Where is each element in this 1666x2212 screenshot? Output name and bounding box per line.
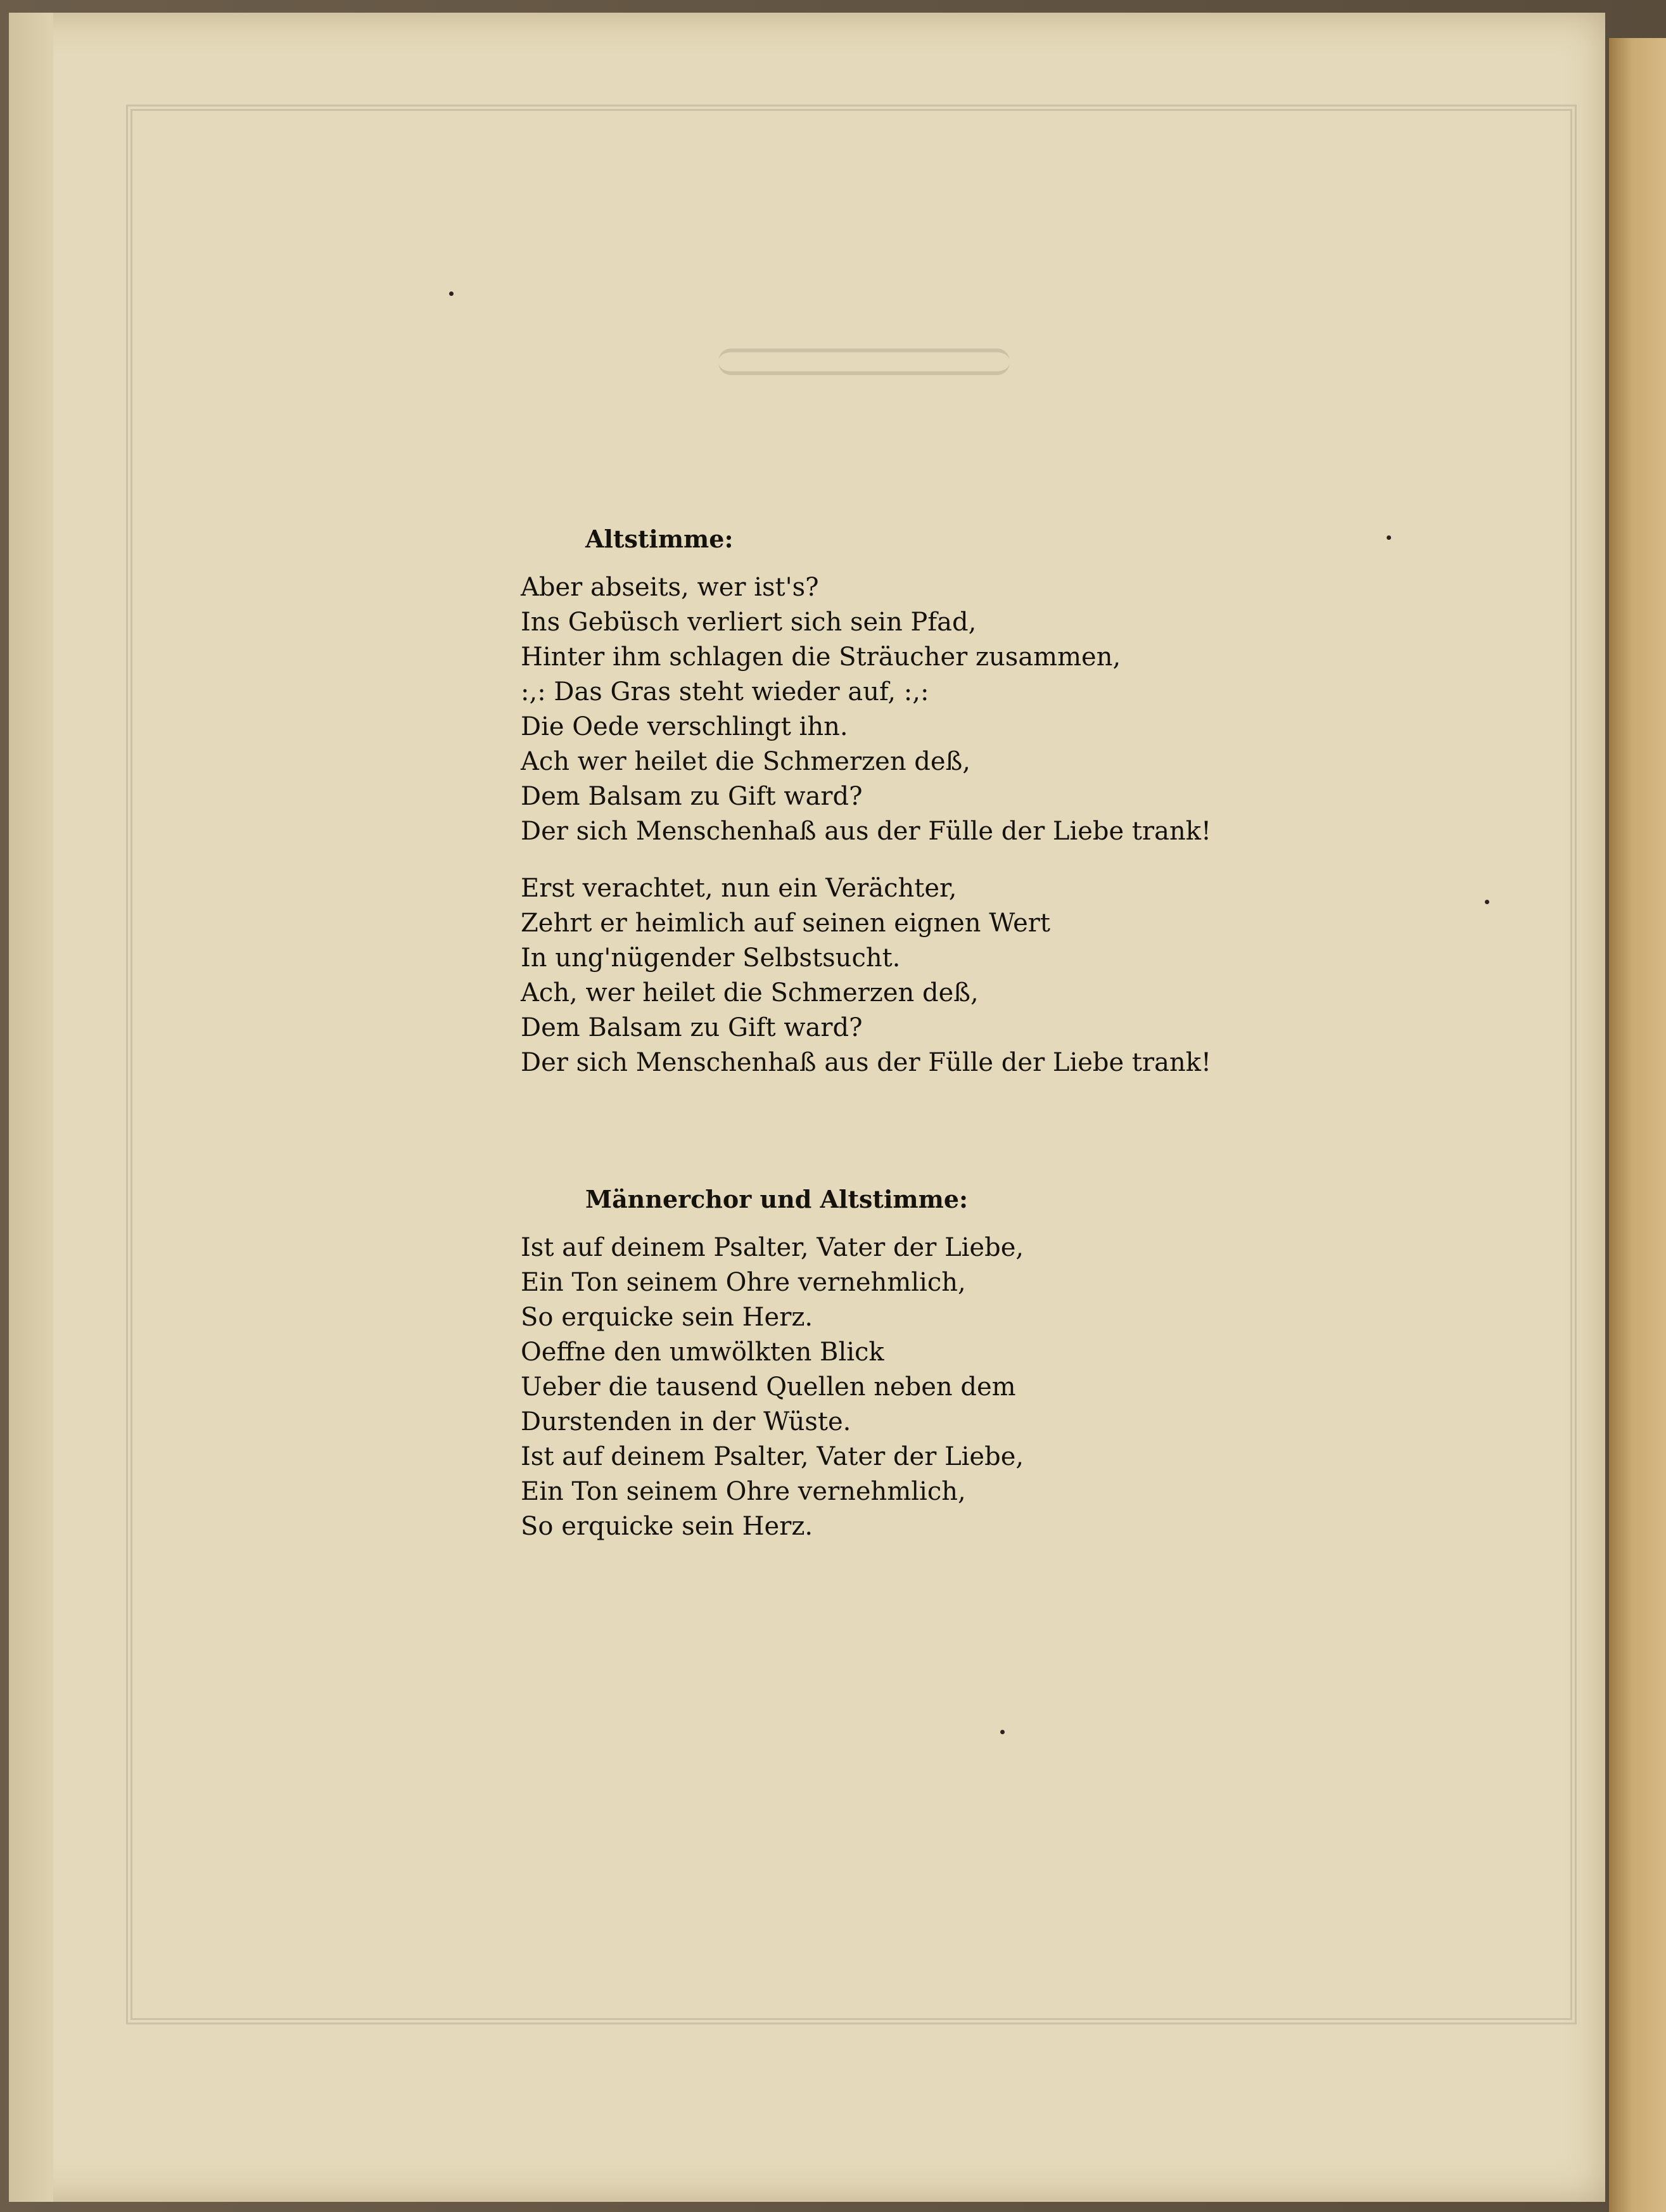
poem-line: Ist auf deinem Psalter, Vater der Liebe, [521, 1233, 1024, 1262]
speck [449, 291, 454, 296]
poem-line: Ist auf deinem Psalter, Vater der Liebe, [521, 1442, 1024, 1471]
adjacent-page-edge [1609, 38, 1666, 2212]
poem-line: Ein Ton seinem Ohre vernehmlich, [521, 1268, 966, 1297]
speck [1000, 1730, 1005, 1734]
poem-line: Der sich Menschenhaß aus der Fülle der Liebe trank! [521, 1048, 1212, 1077]
poem-line: Aber abseits, wer ist's? [521, 573, 819, 602]
speck [1387, 535, 1391, 540]
poem-line: Hinter ihm schlagen die Sträucher zusammen, [521, 643, 1121, 672]
poem-line: So erquicke sein Herz. [521, 1303, 813, 1332]
poem-line: Dem Balsam zu Gift ward? [521, 782, 863, 811]
section-heading-maennerchor: Männerchor und Altstimme: [585, 1185, 969, 1213]
poem-line: Ein Ton seinem Ohre vernehmlich, [521, 1477, 966, 1506]
poem-line: So erquicke sein Herz. [521, 1512, 813, 1541]
show-through-ornament [718, 348, 1010, 375]
stanza-1 [521, 570, 1211, 849]
poem-line: In ung'nügender Selbstsucht. [521, 943, 901, 973]
poem-line: Ach, wer heilet die Schmerzen deß, [521, 978, 979, 1007]
poem-line: Ins Gebüsch verliert sich sein Pfad, [521, 608, 977, 637]
poem-line: Dem Balsam zu Gift ward? [521, 1013, 863, 1042]
poem-line: Die Oede verschlingt ihn. [521, 712, 848, 741]
poem-line: Erst verachtet, nun ein Verächter, [521, 874, 957, 903]
poem-altstimme [521, 570, 1211, 1080]
stanza-3 [521, 1231, 1024, 1544]
poem-line: Oeffne den umwölkten Blick [521, 1338, 884, 1367]
poem-line: :,: Das Gras steht wieder auf, :,: [521, 677, 929, 706]
poem-line: Ueber die tausend Quellen neben dem [521, 1372, 1016, 1402]
stanza-2 [521, 871, 1211, 1080]
page-binding-edge [9, 13, 53, 2202]
poem-line: Durstenden in der Wüste. [521, 1407, 851, 1436]
poem-line: Der sich Menschenhaß aus der Fülle der Liebe trank! [521, 817, 1212, 846]
section-heading-altstimme: Altstimme: [585, 525, 734, 553]
poem-maennerchor [521, 1231, 1024, 1544]
poem-line: Zehrt er heimlich auf seinen eignen Wert [521, 909, 1050, 938]
poem-line: Ach wer heilet die Schmerzen deß, [521, 747, 970, 776]
speck [1485, 900, 1489, 904]
document-page [9, 13, 1605, 2202]
stanza-gap [521, 849, 1211, 871]
